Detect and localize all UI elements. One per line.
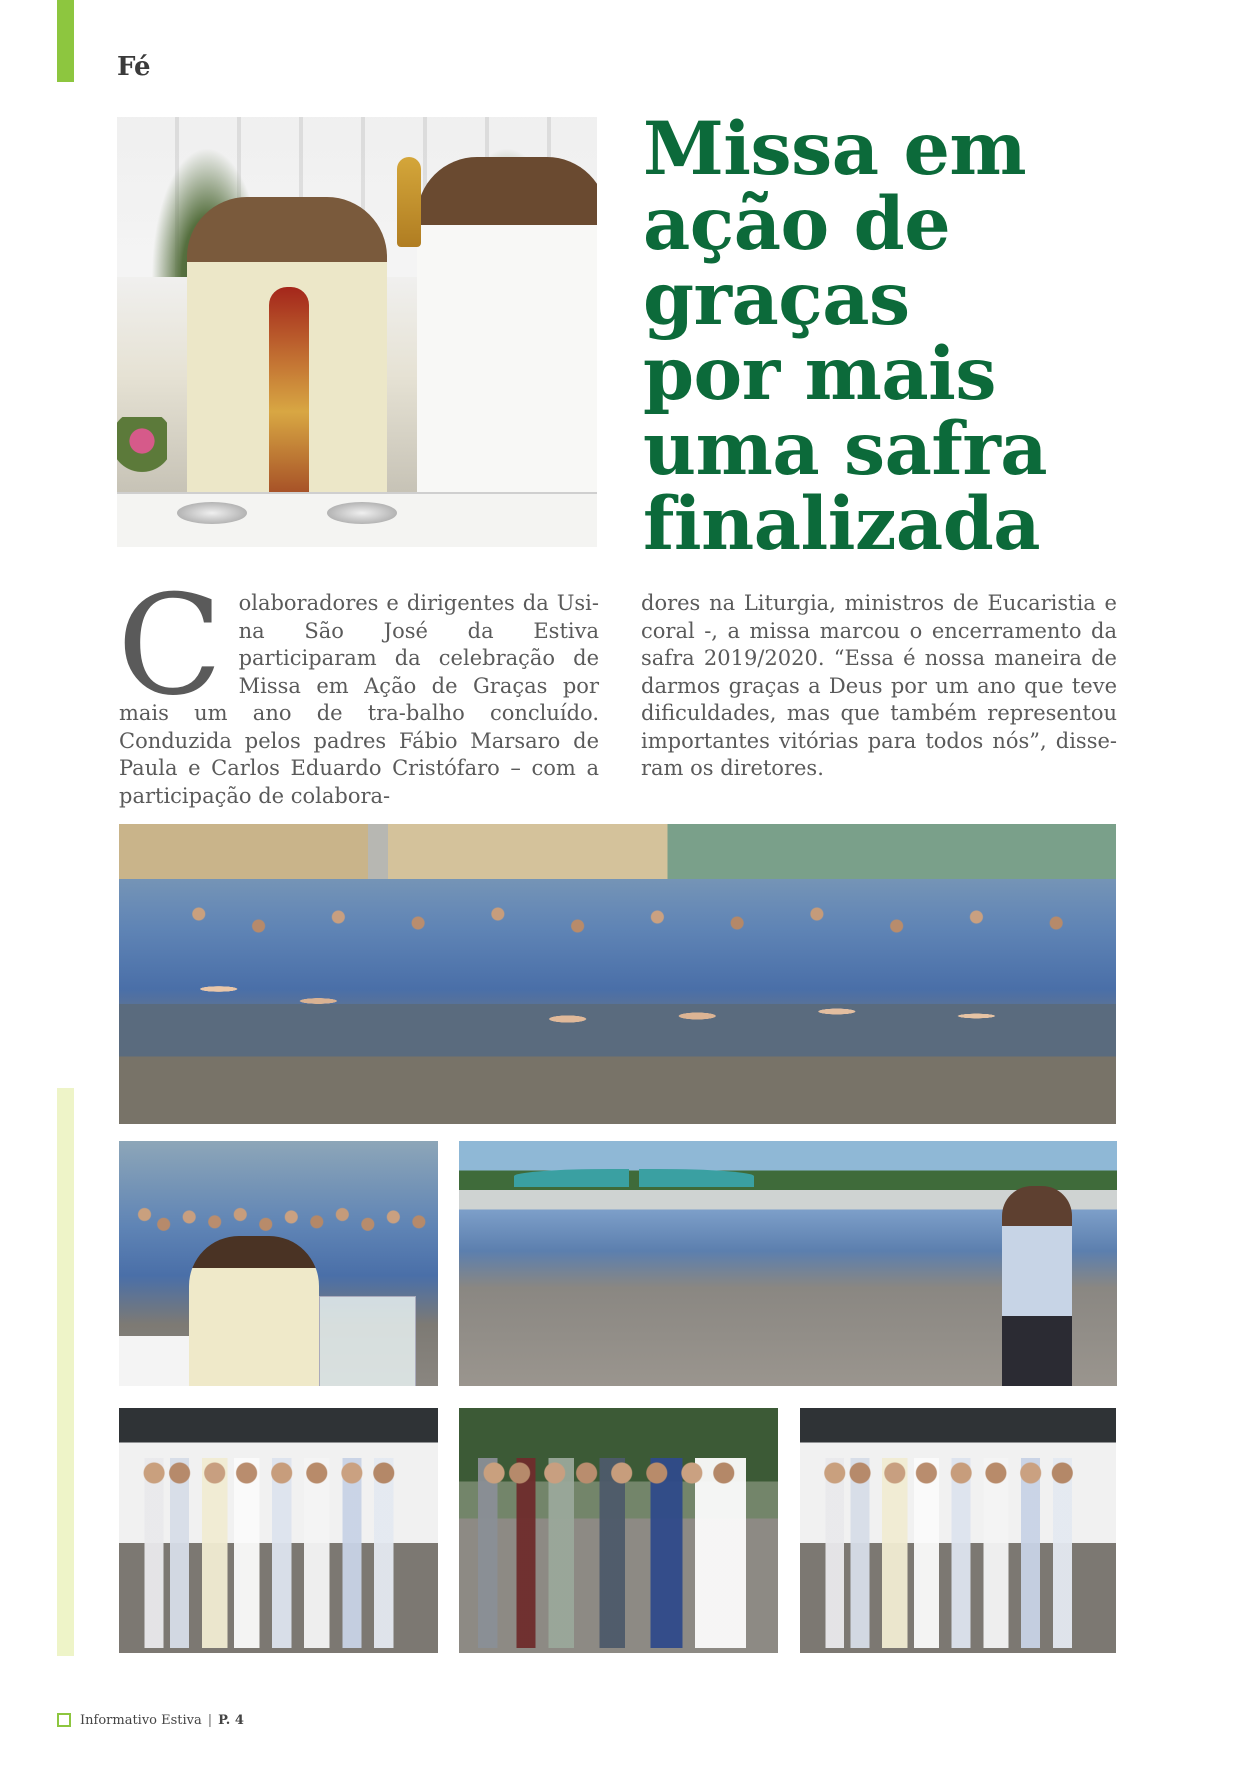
photo-priest-podium bbox=[119, 1141, 438, 1386]
footer-square-icon bbox=[57, 1713, 71, 1727]
section-label: Fé bbox=[117, 52, 151, 82]
footer-page-number: P. 4 bbox=[218, 1712, 244, 1728]
drop-cap: C bbox=[117, 565, 223, 726]
photo-crowd-courtyard bbox=[459, 1141, 1117, 1386]
photo-group-handshake bbox=[459, 1408, 778, 1653]
side-accent-bar bbox=[57, 1088, 74, 1656]
photo-priests-altar bbox=[117, 117, 597, 547]
headline-line: finalizada bbox=[643, 481, 1041, 567]
body-text-left: olaboradores e dirigentes da Usi-na São José da Estiva participaram da celebração de Missa em Ação de Graças por mais um ano de tra-balho concluído. Conduzida pelos padres Fábio Marsaro de Paula e Carlos Eduardo Cristófaro – com a participação de colabora- bbox=[119, 591, 599, 808]
photo-group-directors bbox=[800, 1408, 1116, 1653]
photo-group-priests bbox=[119, 1408, 438, 1653]
photo-crowd-wide bbox=[119, 824, 1116, 1124]
article-body-left bbox=[117, 565, 599, 810]
top-accent-bar bbox=[57, 0, 74, 82]
headline-line: por mais bbox=[643, 331, 996, 417]
headline-line: Missa em bbox=[643, 106, 1027, 192]
article-body-right: dores na Liturgia, ministros de Eucaristia e coral -, a missa marcou o encerramento da safra 2019/2020. “Essa é nossa maneira de darmos graças a Deus por um ano que teve dificuldades, mas que também representou importantes vitórias para todos nós”, disse-ram os diretores. bbox=[641, 591, 1117, 780]
footer-separator: | bbox=[207, 1712, 213, 1728]
footer-publication: Informativo Estiva bbox=[80, 1712, 202, 1728]
headline-line: graças bbox=[643, 256, 910, 342]
article-headline bbox=[643, 106, 1183, 567]
headline-line: ação de bbox=[643, 181, 951, 267]
headline-line: uma safra bbox=[643, 406, 1048, 492]
page-footer bbox=[57, 1710, 244, 1730]
